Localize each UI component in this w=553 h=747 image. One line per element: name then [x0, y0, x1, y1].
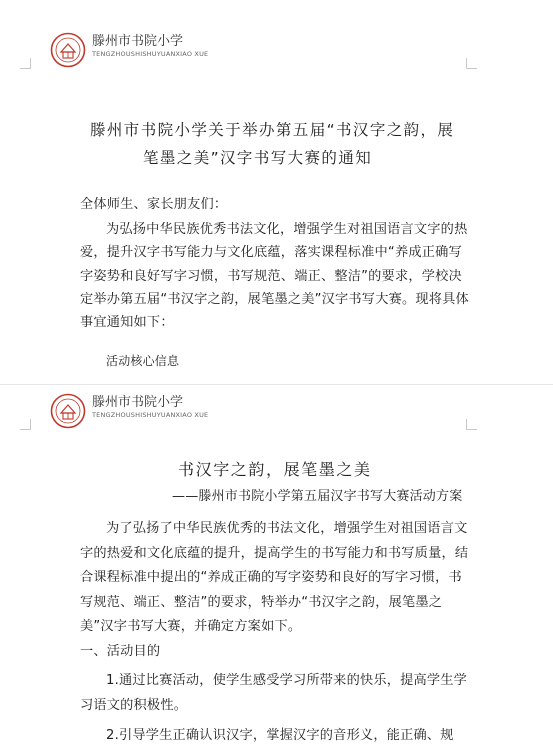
section-heading: 一、活动目的 [80, 644, 161, 659]
school-name: 滕州市书院小学 [92, 395, 184, 410]
notice-title-line-2: 笔墨之美”汉字书写大赛的通知 [143, 149, 373, 167]
school-pinyin: TENGZHOUSHISHUYUANXIAO XUE [92, 50, 209, 58]
notice-title-line-1: 滕州市书院小学关于举办第五届“书汉字之韵，展 [90, 121, 455, 139]
page-header [50, 32, 212, 68]
school-name: 滕州市书院小学 [92, 34, 184, 49]
list-item: 1.通过比赛活动，使学生感受学习所带来的快乐，提高学生学习语文的积极性。 [80, 673, 468, 713]
list-item: 2.引导学生正确认识汉字，掌握汉字的音形义，能正确、规 [106, 728, 454, 743]
school-logo-icon [50, 32, 86, 68]
crop-mark [466, 419, 477, 430]
plan-intro: 为了弘扬了中华民族优秀的书法文化，增强学生对祖国语言文字的热爱和文化底蕴的提升，提高学生的书写能力和书写质量，结合课程标准中提出的“养成正确的写字姿势和良好的写字习惯，书写规范、端正、整洁”的要求，特举办“书汉字之韵，展笔墨之美”汉字书写大赛，并确定方案如下。 [80, 521, 469, 634]
page-header [50, 393, 212, 429]
school-pinyin: TENGZHOUSHISHUYUANXIAO XUE [92, 411, 209, 419]
notice-body: 为弘扬中华民族优秀书法文化，增强学生对祖国语言文字的热爱，提升汉字书写能力与文化底蕴，落实课程标准中“养成正确写字姿势和良好写字习惯，书写规范、端正、整洁”的要求，学校决定举办第五届“书汉字之韵，展笔墨之美”汉字书写大赛。现将具体事宜通知如下： [80, 222, 469, 331]
crop-mark [20, 58, 31, 69]
greeting: 全体师生、家长朋友们： [80, 197, 228, 212]
crop-mark [20, 419, 31, 430]
plan-title: 书汉字之韵，展笔墨之美 [178, 460, 372, 479]
plan-subtitle: ——滕州市书院小学第五届汉字书写大赛活动方案 [172, 489, 463, 504]
crop-mark [466, 58, 477, 69]
document-page-2 [0, 385, 553, 743]
school-logo-icon [50, 393, 86, 429]
section-heading: 活动核心信息 [106, 354, 180, 368]
